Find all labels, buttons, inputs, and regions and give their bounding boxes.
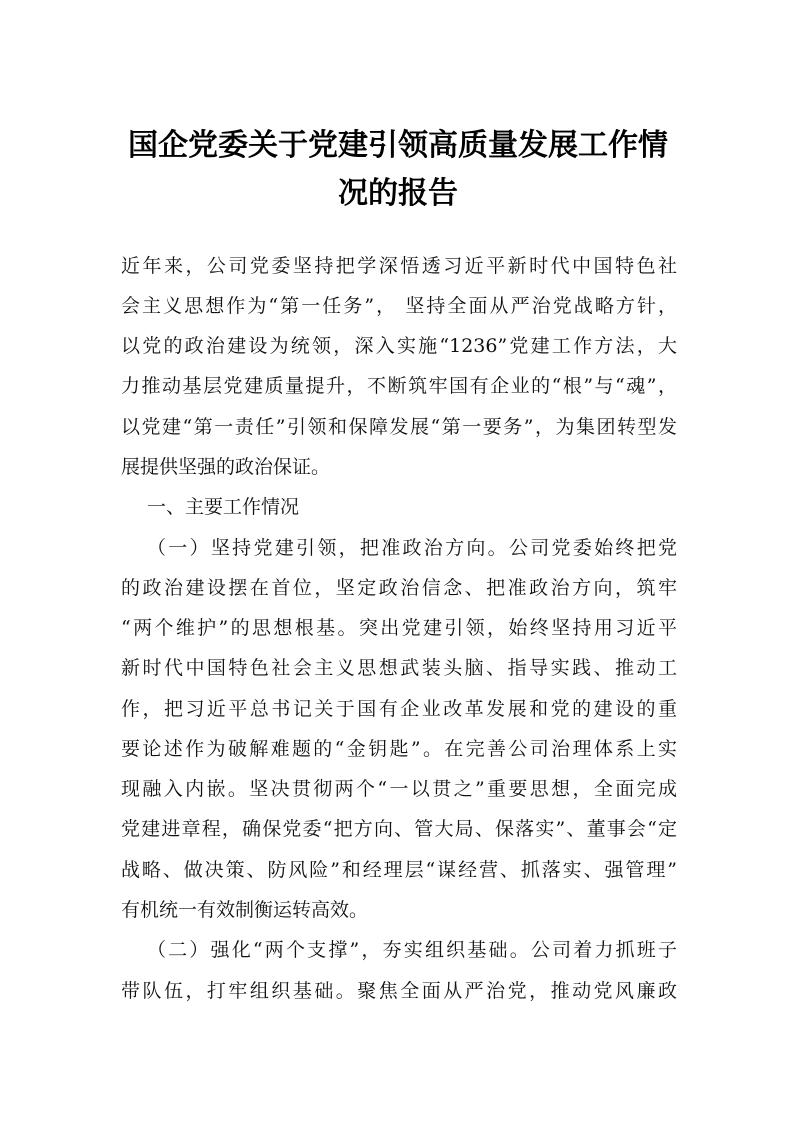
paragraph-line: 党建进章程，确保党委“把方向、管大局、保落实”、董事会“定 bbox=[121, 818, 677, 840]
paragraph-line: 以党的政治建设为统领，深入实施“1236”党建工作方法，大 bbox=[121, 335, 677, 357]
paragraph-line: 以党建“第一责任”引领和保障发展“第一要务”，为集团转型发 bbox=[121, 416, 677, 438]
paragraph-line: 近年来，公司党委坚持把学深悟透习近平新时代中国特色社 bbox=[121, 255, 677, 277]
paragraph-line: 有机统一有效制衡运转高效。 bbox=[121, 899, 369, 921]
paragraph-line: “两个维护”的思想根基。突出党建引领，始终坚持用习近平 bbox=[121, 617, 677, 639]
paragraph-line: 的政治建设摆在首位，坚定政治信念、把准政治方向，筑牢 bbox=[121, 577, 677, 599]
section-heading: 一、主要工作情况 bbox=[147, 496, 300, 518]
paragraph-line: 展提供坚强的政治保证。 bbox=[121, 456, 331, 478]
paragraph-line: 力推动基层党建质量提升，不断筑牢国有企业的“根”与“魂”， bbox=[121, 375, 677, 397]
paragraph-line: 作，把习近平总书记关于国有企业改革发展和党的建设的重 bbox=[121, 698, 677, 720]
paragraph-line: （一）坚持党建引领，把准政治方向。公司党委始终把党 bbox=[147, 537, 677, 559]
document-title-line-2: 况的报告 bbox=[338, 176, 458, 211]
paragraph-line: 现融入内嵌。坚决贯彻两个“一以贯之”重要思想，全面完成 bbox=[121, 778, 677, 800]
paragraph-line: 带队伍，打牢组织基础。聚焦全面从严治党，推动党风廉政 bbox=[121, 980, 677, 1002]
paragraph-line: 战略、做决策、防风险”和经理层“谋经营、抓落实、强管理” bbox=[121, 859, 677, 881]
paragraph-line: 要论述作为破解难题的“金钥匙”。在完善公司治理体系上实 bbox=[121, 738, 677, 760]
paragraph-line: （二）强化“两个支撑”，夯实组织基础。公司着力抓班子 bbox=[147, 939, 677, 961]
paragraph-line: 新时代中国特色社会主义思想武装头脑、指导实践、推动工 bbox=[121, 657, 677, 679]
document-title-line-1: 国企党委关于党建引领高质量发展工作情 bbox=[128, 128, 668, 163]
paragraph-line: 会主义思想作为“第一任务”， 坚持全面从严治党战略方针， bbox=[121, 295, 677, 317]
